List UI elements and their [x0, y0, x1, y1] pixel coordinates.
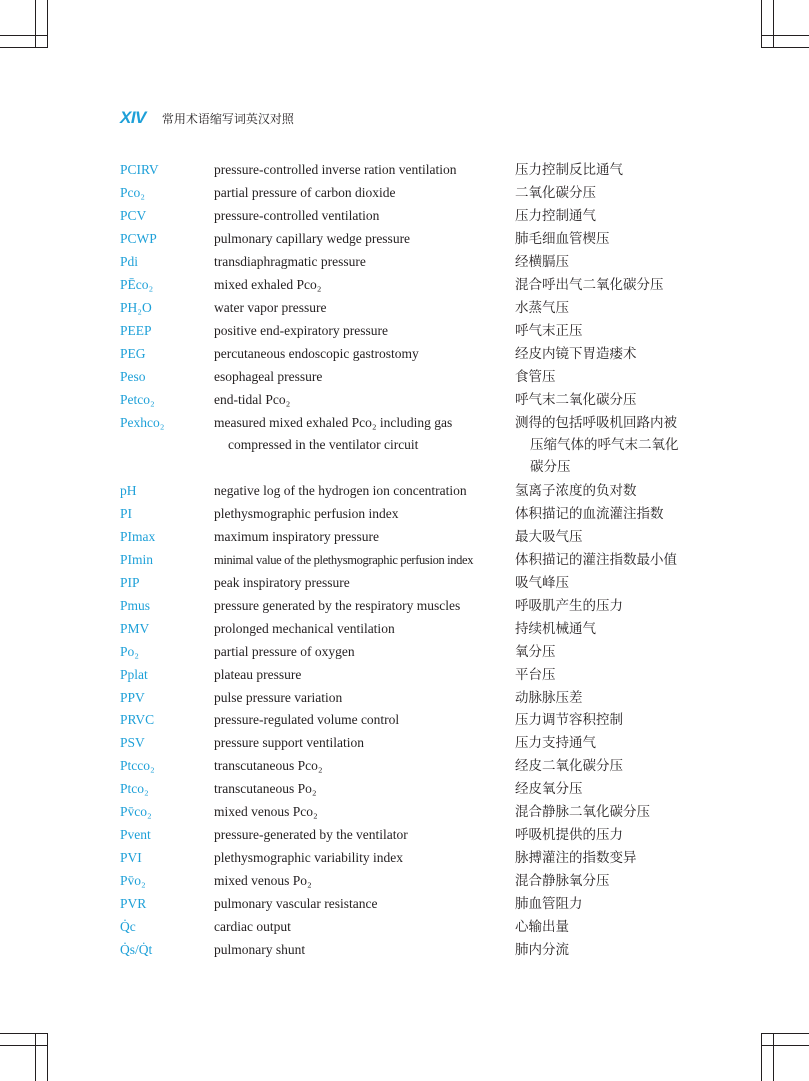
glossary-row [0, 916, 809, 938]
glossary-row [0, 618, 809, 640]
chinese-term: 压力控制通气 [515, 208, 596, 224]
english-term: water vapor pressure [214, 300, 327, 315]
abbreviation: Peso [120, 369, 146, 384]
chinese-term: 压力调节容积控制 [515, 712, 623, 728]
glossary-row [0, 251, 809, 273]
chinese-term: 最大吸气压 [515, 529, 583, 545]
abbreviation: PSV [120, 735, 145, 750]
abbreviation: pH [120, 483, 137, 498]
glossary-row [0, 297, 809, 319]
abbreviation: Pmus [120, 598, 151, 613]
abbreviation: PCWP [120, 231, 157, 246]
english-term: mixed venous Pco₂ [214, 804, 318, 819]
glossary-row-continuation [0, 434, 809, 456]
abbreviation: Pplat [120, 667, 148, 682]
glossary-row [0, 503, 809, 525]
glossary-row [0, 228, 809, 250]
chinese-term: 动脉脉压差 [515, 690, 583, 706]
abbreviation: PEG [120, 346, 146, 361]
english-term: pulmonary capillary wedge pressure [214, 231, 411, 246]
page-header [120, 108, 294, 128]
glossary-row [0, 389, 809, 411]
chinese-term: 呼吸机提供的压力 [515, 827, 623, 843]
abbreviation: PCV [120, 208, 147, 223]
abbreviation: Pv̄o₂ [120, 873, 146, 888]
chinese-term: 食管压 [515, 369, 556, 385]
english-term-continued: compressed in the ventilator circuit [228, 437, 419, 452]
english-term: partial pressure of oxygen [214, 644, 355, 659]
abbreviation: PH₂O [120, 300, 152, 315]
glossary-row [0, 755, 809, 777]
chinese-term: 测得的包括呼吸机回路内被 [515, 415, 677, 431]
glossary-row [0, 412, 809, 434]
abbreviation: Pco₂ [120, 185, 145, 200]
chinese-term: 吸气峰压 [515, 575, 569, 591]
chinese-term: 呼吸肌产生的压力 [515, 598, 623, 614]
english-term: positive end-expiratory pressure [214, 323, 388, 338]
chinese-term: 氧分压 [515, 644, 556, 660]
english-term: pulmonary shunt [214, 942, 306, 957]
glossary-row [0, 549, 809, 571]
chinese-term: 呼气末正压 [515, 323, 583, 339]
chinese-term: 二氧化碳分压 [515, 185, 596, 201]
english-term: partial pressure of carbon dioxide [214, 185, 396, 200]
abbreviation: PĒco₂ [120, 277, 154, 292]
abbreviation: PMV [120, 621, 150, 636]
abbreviation: Po₂ [120, 644, 139, 659]
abbreviation: PPV [120, 690, 145, 705]
glossary-row [0, 320, 809, 342]
english-term: pressure-generated by the ventilator [214, 827, 408, 842]
glossary-row [0, 641, 809, 663]
glossary-row [0, 687, 809, 709]
glossary-row [0, 778, 809, 800]
english-term: plateau pressure [214, 667, 302, 682]
glossary-row [0, 274, 809, 296]
chinese-term: 心输出量 [515, 919, 569, 935]
glossary-row [0, 343, 809, 365]
chinese-term: 平台压 [515, 667, 556, 683]
abbreviation: PCIRV [120, 162, 159, 177]
glossary-row [0, 893, 809, 915]
english-term: negative log of the hydrogen ion concentration [214, 483, 467, 498]
page-title: 常用术语缩写词英汉对照 [161, 111, 294, 126]
english-term: peak inspiratory pressure [214, 575, 350, 590]
english-term: mixed exhaled Pco₂ [214, 277, 322, 292]
english-term: end-tidal Pco₂ [214, 392, 291, 407]
glossary-row [0, 205, 809, 227]
english-term: transcutaneous Po₂ [214, 781, 317, 796]
english-term: pulse pressure variation [214, 690, 343, 705]
abbreviation: PImax [120, 529, 156, 544]
abbreviation: Ptcco₂ [120, 758, 155, 773]
english-term: mixed venous Po₂ [214, 873, 312, 888]
abbreviation: PI [120, 506, 133, 521]
english-term: plethysmographic perfusion index [214, 506, 399, 521]
english-term: esophageal pressure [214, 369, 323, 384]
chinese-term: 肺内分流 [515, 942, 569, 958]
abbreviation: PVR [120, 896, 147, 911]
glossary-row [0, 182, 809, 204]
glossary-row [0, 847, 809, 869]
chinese-term: 经皮氧分压 [515, 781, 583, 797]
abbreviation: PRVC [120, 712, 155, 727]
abbreviation: PEEP [120, 323, 152, 338]
glossary-row-continuation [0, 456, 809, 478]
chinese-term: 水蒸气压 [515, 300, 569, 316]
chinese-term: 呼气末二氧化碳分压 [515, 392, 637, 408]
chinese-term: 肺毛细血管楔压 [515, 231, 610, 247]
chinese-term: 体积描记的灌注指数最小值 [515, 552, 677, 568]
glossary-row [0, 572, 809, 594]
chinese-term-continued: 压缩气体的呼气末二氧化 [530, 437, 679, 453]
glossary-row [0, 366, 809, 388]
abbreviation: Pexhco₂ [120, 415, 165, 430]
glossary-row [0, 801, 809, 823]
chinese-term: 混合静脉二氧化碳分压 [515, 804, 650, 820]
chinese-term: 混合静脉氧分压 [515, 873, 610, 889]
glossary-row [0, 526, 809, 548]
glossary-row [0, 159, 809, 181]
glossary-row [0, 824, 809, 846]
english-term: pressure-regulated volume control [214, 712, 400, 727]
glossary-row [0, 709, 809, 731]
chinese-term: 混合呼出气二氧化碳分压 [515, 277, 664, 293]
english-term: cardiac output [214, 919, 291, 934]
english-term: pressure-controlled ventilation [214, 208, 380, 223]
abbreviation: PImin [120, 552, 154, 567]
english-term: pulmonary vascular resistance [214, 896, 378, 911]
glossary-row [0, 870, 809, 892]
chinese-term: 经皮二氧化碳分压 [515, 758, 623, 774]
english-term: minimal value of the plethysmographic perfusion index [214, 553, 474, 567]
chinese-term: 体积描记的血流灌注指数 [515, 506, 664, 522]
abbreviation: PVI [120, 850, 142, 865]
english-term: prolonged mechanical ventilation [214, 621, 395, 636]
abbreviation: Pvent [120, 827, 151, 842]
glossary-row [0, 732, 809, 754]
english-term: pressure-controlled inverse ration ventilation [214, 162, 457, 177]
english-term: measured mixed exhaled Pco₂ including gas [214, 415, 453, 430]
chinese-term: 肺血管阻力 [515, 896, 583, 912]
english-term: pressure generated by the respiratory muscles [214, 598, 461, 613]
abbreviation: PIP [120, 575, 140, 590]
abbreviation: Petco₂ [120, 392, 155, 407]
chinese-term: 持续机械通气 [515, 621, 596, 637]
glossary-row [0, 595, 809, 617]
chinese-term: 经横膈压 [515, 254, 569, 270]
english-term: plethysmographic variability index [214, 850, 403, 865]
glossary-row [0, 664, 809, 686]
chinese-term: 压力控制反比通气 [515, 162, 623, 178]
english-term: maximum inspiratory pressure [214, 529, 379, 544]
abbreviation: Ptco₂ [120, 781, 149, 796]
english-term: percutaneous endoscopic gastrostomy [214, 346, 419, 361]
page-number-roman: XIV [120, 108, 146, 127]
chinese-term: 氢离子浓度的负对数 [515, 483, 637, 499]
chinese-term: 经皮内镜下胃造瘘术 [515, 346, 637, 362]
chinese-term: 压力支持通气 [515, 735, 596, 751]
glossary-row [0, 480, 809, 502]
glossary-row [0, 939, 809, 961]
chinese-term: 脉搏灌注的指数变异 [515, 850, 637, 866]
abbreviation: Q̇s/Q̇t [120, 942, 153, 957]
english-term: pressure support ventilation [214, 735, 364, 750]
abbreviation: Q̇c [120, 919, 136, 934]
abbreviation: Pdi [120, 254, 139, 269]
english-term: transdiaphragmatic pressure [214, 254, 366, 269]
english-term: transcutaneous Pco₂ [214, 758, 323, 773]
abbreviation: Pv̄co₂ [120, 804, 152, 819]
chinese-term-continued: 碳分压 [530, 459, 571, 475]
